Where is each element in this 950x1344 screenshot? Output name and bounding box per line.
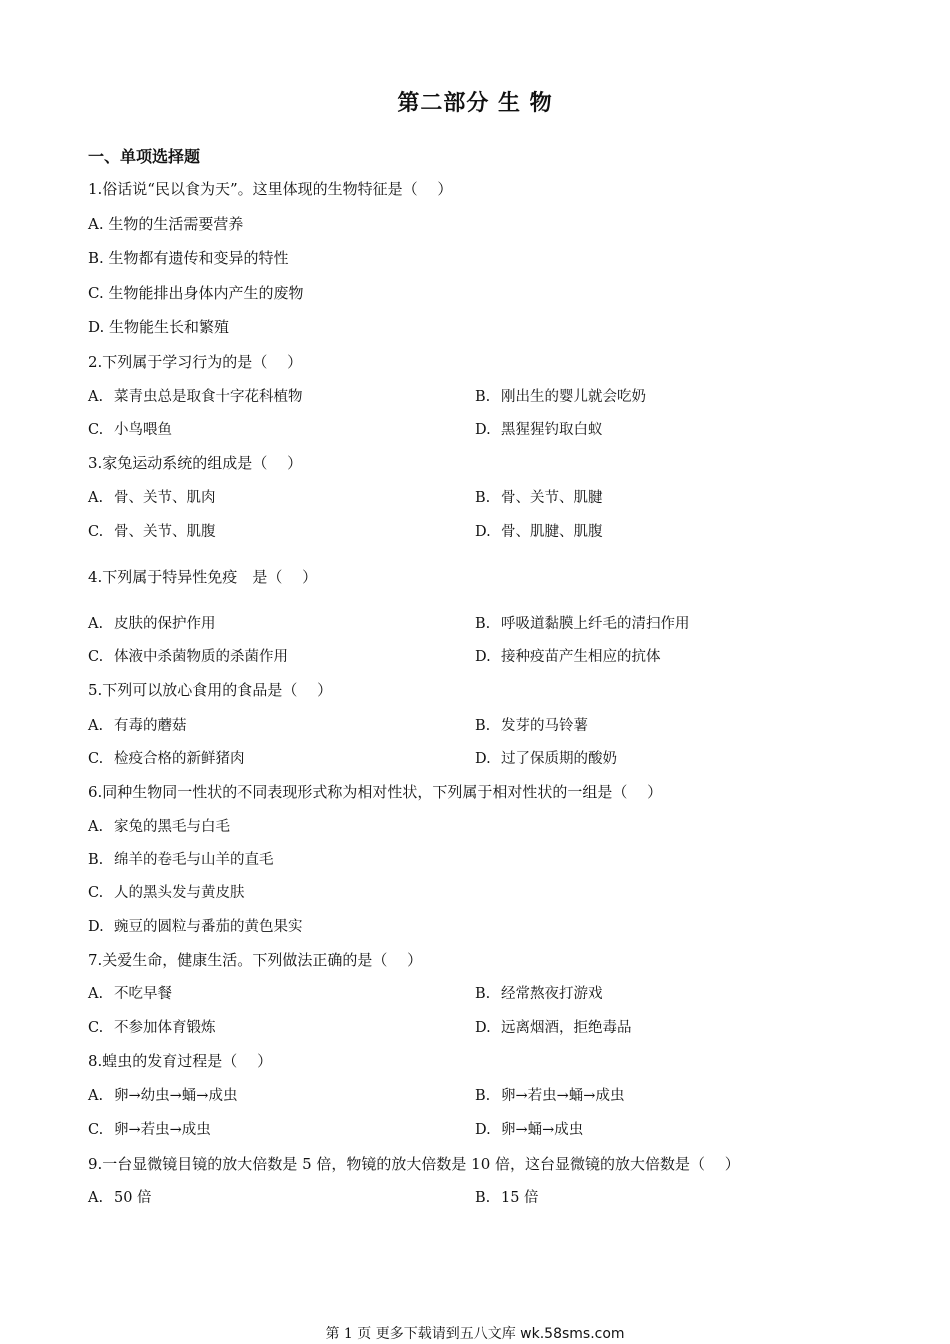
question-1-stem: 1.俗话说“民以食为天”。这里体现的生物特征是（ ） (88, 180, 453, 198)
question-9-option-a: A. 50 倍 (88, 1190, 152, 1206)
footer-text: 第 1 页 更多下载请到五八文库 (325, 1326, 521, 1342)
question-4-option-b: B. 呼吸道黏膜上纤毛的清扫作用 (475, 616, 690, 632)
question-1-option-b: B. 生物都有遗传和变异的特性 (88, 249, 289, 267)
question-8-option-c: C. 卵→若虫→成虫 (88, 1122, 211, 1138)
footer-site-link[interactable]: wk.58sms.com (520, 1326, 625, 1342)
question-6-option-a: A. 家兔的黑毛与白毛 (88, 819, 230, 835)
question-4-stem: 4.下列属于特异性免疫 是（ ） (88, 568, 318, 586)
question-7-stem: 7.关爱生命，健康生活。下列做法正确的是（ ） (88, 951, 423, 969)
question-2-option-c: C. 小鸟喂鱼 (88, 422, 172, 438)
question-6-stem: 6.同种生物同一性状的不同表现形式称为相对性状，下列属于相对性状的一组是（ ） (88, 783, 663, 801)
question-3-option-c: C. 骨、关节、肌腹 (88, 524, 216, 540)
question-5-option-c: C. 检疫合格的新鲜猪肉 (88, 751, 245, 767)
question-8-option-d: D. 卵→蛹→成虫 (475, 1122, 584, 1138)
question-4-option-a: A. 皮肤的保护作用 (88, 616, 216, 632)
question-3-stem: 3.家兔运动系统的组成是（ ） (88, 454, 303, 472)
question-3-option-d: D. 骨、肌腱、肌腹 (475, 524, 603, 540)
page-footer (0, 1323, 950, 1343)
question-1-option-c: C. 生物能排出身体内产生的废物 (88, 284, 304, 302)
question-3-option-b: B. 骨、关节、肌腱 (475, 490, 603, 506)
question-8-option-b: B. 卵→若虫→蛹→成虫 (475, 1088, 625, 1104)
question-2-option-a: A. 菜青虫总是取食十字花科植物 (88, 389, 303, 405)
question-5-option-d: D. 过了保质期的酸奶 (475, 751, 617, 767)
page-title: 第二部分 生 物 (397, 91, 553, 116)
question-6-option-c: C. 人的黑头发与黄皮肤 (88, 885, 245, 901)
question-3-option-a: A. 骨、关节、肌肉 (88, 490, 216, 506)
question-5-option-a: A. 有毒的蘑菇 (88, 718, 187, 734)
question-7-option-d: D. 远离烟酒，拒绝毒品 (475, 1020, 632, 1036)
question-7-option-b: B. 经常熬夜打游戏 (475, 986, 603, 1002)
question-6-option-d: D. 豌豆的圆粒与番茄的黄色果实 (88, 919, 303, 935)
question-5-option-b: B. 发芽的马铃薯 (475, 718, 588, 734)
question-8-option-a: A. 卵→幼虫→蛹→成虫 (88, 1088, 238, 1104)
question-5-stem: 5.下列可以放心食用的食品是（ ） (88, 681, 333, 699)
question-1-option-d: D. 生物能生长和繁殖 (88, 318, 230, 336)
question-7-option-c: C. 不参加体育锻炼 (88, 1020, 216, 1036)
question-8-stem: 8.蝗虫的发育过程是（ ） (88, 1052, 273, 1070)
question-2-option-b: B. 刚出生的婴儿就会吃奶 (475, 389, 646, 405)
section-heading: 一、单项选择题 (88, 147, 201, 166)
question-9-option-b: B. 15 倍 (475, 1190, 539, 1206)
question-1-option-a: A. 生物的生活需要营养 (88, 215, 244, 233)
question-4-option-d: D. 接种疫苗产生相应的抗体 (475, 649, 661, 665)
question-6-option-b: B. 绵羊的卷毛与山羊的直毛 (88, 852, 274, 868)
question-2-option-d: D. 黑猩猩钓取白蚁 (475, 422, 603, 438)
question-4-option-c: C. 体液中杀菌物质的杀菌作用 (88, 649, 288, 665)
question-7-option-a: A. 不吃早餐 (88, 986, 172, 1002)
question-2-stem: 2.下列属于学习行为的是（ ） (88, 353, 303, 371)
question-9-stem: 9.一台显微镜目镜的放大倍数是 5 倍，物镜的放大倍数是 10 倍，这台显微镜的放大倍数是（ ） (88, 1155, 740, 1173)
